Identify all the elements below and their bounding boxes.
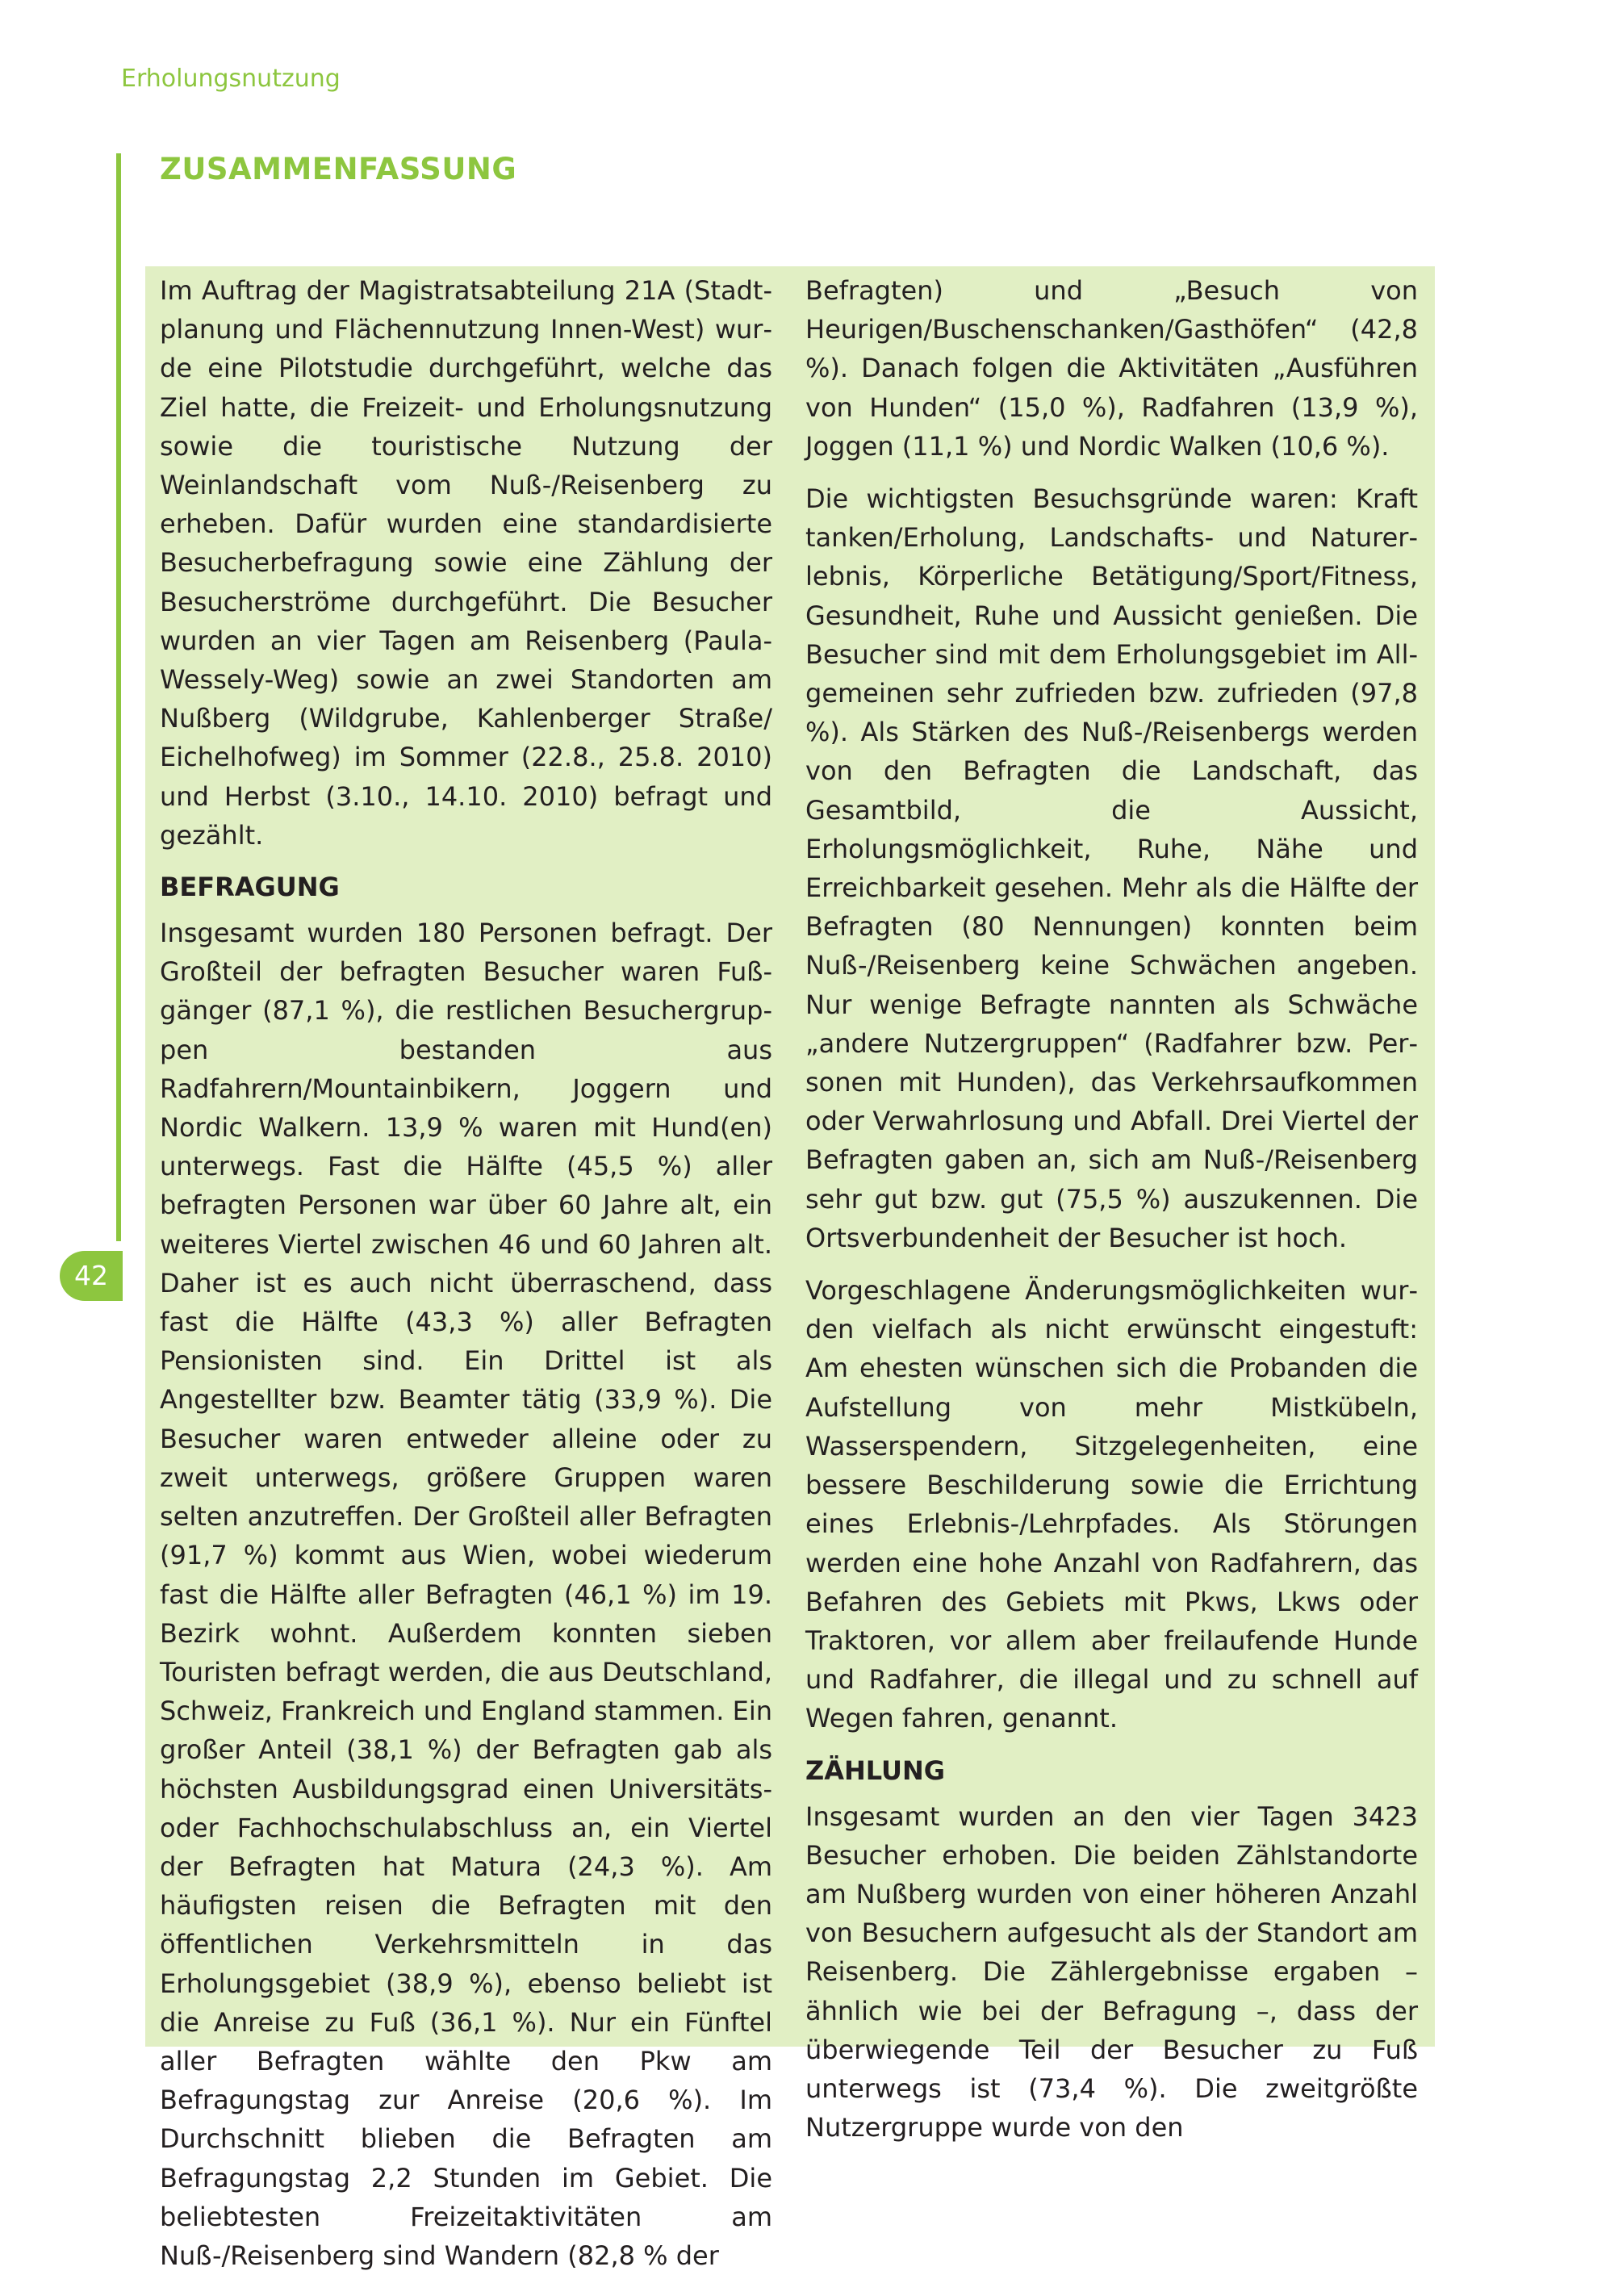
zaehlung-heading: ZÄHLUNG (805, 1754, 946, 1786)
running-head: Erholungsnutzung (121, 65, 341, 93)
intro-paragraph: Im Auftrag der Magistratsabteilung 21A (Stadtplanung und Flächennutzung Innen-West) wurde eine Pilotstudie durchgeführt, welche das Ziel hatte, die Freizeit- und Erholungsnutzung sowie die touristische Nutzung der Weinlandschaft vom Nuß-/Reisenberg zu erheben. Dafür wurden eine standardisierte Besucherbefragung sowie eine Zählung der Besucherströme durchgeführt. Die Besucher wurden an vier Tagen am Reisenberg (Paula-Wessely-Weg) sowie an zwei Standorten am Nußberg (Wildgrube, Kahlenberger Straße/​Eichelhofweg) im Sommer (22.8., 25.8. 2010) und Herbst (3.10., 14.10. 2010) befragt und gezählt. (160, 275, 772, 851)
changes-paragraph: Vorgeschlagene Änderungsmöglichkeiten wurden vielfach als nicht erwünscht eingestuft: Am ehesten wünschen sich die Probanden die Aufstellung von mehr Mistkübeln, Wasserspendern, Sitzgelegenheiten, eine bessere Beschilderung sowie die Errichtung eines Erlebnis-/Lehrpfades. Als Störungen werden eine hohe Anzahl von Radfahrern, das Befahren des Gebiets mit Pkws, Lkws oder Traktoren, vor allem aber freilaufende Hunde und Radfahrer, die illegal und zu schnell auf Wegen fahren, genannt. (805, 1275, 1418, 1734)
page-number-badge: 42 (60, 1251, 123, 1301)
activities-paragraph: Befragten) und „Besuch von Heurigen/Buschenschanken/Gasthöfen“ (42,8 %). Danach folgen die Aktivitäten „Ausführen von Hunden“ (15,0 %), Radfahren (13,9 %), Joggen (11,1 %) und Nordic Walken (10,6 %). (805, 275, 1418, 462)
befragung-paragraph: Insgesamt wurden 180 Personen befragt. Der Großteil der befragten Besucher waren Fußgänger (87,1 %), die restlichen Besuchergruppen bestanden aus Radfahrern/Mountainbikern, Joggern und Nordic Walkern. 13,9 % waren mit Hund(en) unterwegs. Fast die Hälfte (45,5 %) aller befragten Personen war über 60 Jahre alt, ein weiteres Viertel zwischen 46 und 60 Jahren alt. Daher ist es auch nicht überraschend, dass fast die Hälfte (43,3 %) aller Befragten Pensionisten sind. Ein Drittel ist als Angestellter bzw. Beamter tätig (33,9 %). Die Besucher waren entweder alleine oder zu zweit unterwegs, größere Gruppen waren selten anzutreffen. Der Großteil aller Befragten (91,7 %) kommt aus Wien, wobei wiederum fast die Hälfte aller Befragten (46,1 %) im 19. Bezirk wohnt. Außerdem konnten sieben Touristen befragt werden, die aus Deutschland, Schweiz, Frankreich und England stammen. Ein großer Anteil (38,1 %) der Befragten gab als höchsten Ausbildungsgrad einen Universitäts- oder Fachhochschulabschluss an, ein Viertel der Befragten hat Matura (24,3 %). Am häufigsten reisen die Befragten mit den öffentlichen Verkehrsmitteln in das Erholungsgebiet (38,9 %), ebenso beliebt ist die Anreise zu Fuß (36,1 %). Nur ein Fünftel aller Befragten wählte den Pkw am Befragungstag zur Anreise (20,6 %). Im Durchschnitt blieben die Befragten am Befragungstag 2,2 Stunden im Gebiet. Die beliebtesten Freizeitaktivitäten am Nuß-/Reisenberg sind Wandern (82,8 % der (160, 918, 772, 2271)
section-rule (116, 153, 121, 1241)
zaehlung-paragraph: Insgesamt wurden an den vier Tagen 3423 Besucher erhoben. Die beiden Zählstandorte am Nußberg wurden von einer höheren Anzahl von Besuchern aufgesucht als der Standort am Reisenberg. Die Zählergebnisse ergaben – ähnlich wie bei der Befragung –, dass der überwiegende Teil der Besucher zu Fuß unterwegs ist (73,4 %). Die zweitgrößte Nutzergruppe wurde von den (805, 1800, 1418, 2143)
text-column-left (160, 271, 772, 2289)
befragung-heading: BEFRAGUNG (160, 872, 340, 903)
section-title: ZUSAMMENFASSUNG (160, 152, 517, 186)
reasons-paragraph: Die wichtigsten Besuchsgründe waren: Kraft tanken/Erholung, Landschafts- und Naturerlebnis, Körperliche Betätigung/Sport/Fitness, Gesundheit, Ruhe und Aussicht genießen. Die Besucher sind mit dem Erholungsgebiet im Allgemeinen sehr zufrieden bzw. zufrieden (97,8 %). Als Stärken des Nuß-/Reisenbergs werden von den Befragten die Landschaft, das Gesamtbild, die Aussicht, Erholungsmöglichkeit, Ruhe, Nähe und Erreichbarkeit gesehen. Mehr als die Hälfte der Befragten (80 Nennungen) konnten beim Nuß-/Reisenberg keine Schwächen angeben. Nur wenige Befragte nannten als Schwäche „andere Nutzergruppen“ (Radfahrer bzw. Personen mit Hunden), das Verkehrsaufkommen oder Verwahrlosung und Abfall. Drei Viertel der Befragten gaben an, sich am Nuß-/Reisenberg sehr gut bzw. gut (75,5 %) auszukennen. Die Ortsverbundenheit der Besucher ist hoch. (805, 483, 1418, 1253)
text-column-right (805, 271, 1418, 2160)
